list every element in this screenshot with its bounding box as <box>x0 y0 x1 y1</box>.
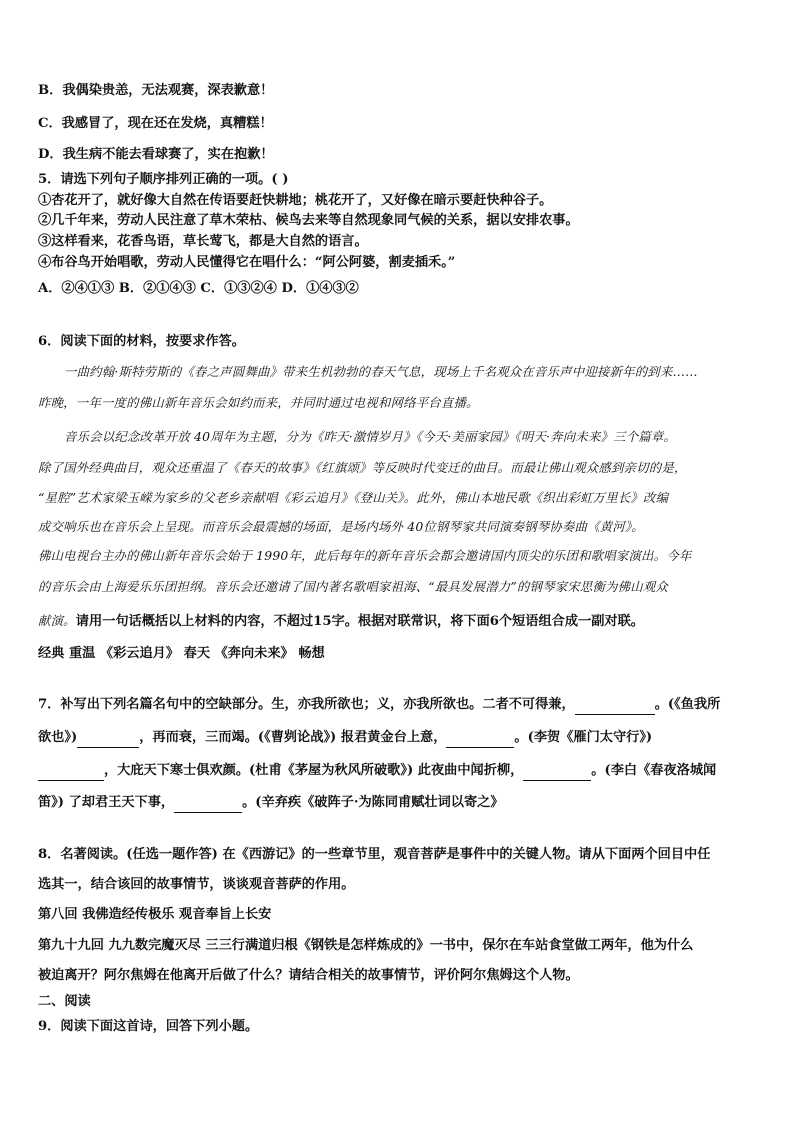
q7-line-3 <box>38 762 716 781</box>
q8-line-5: 被迫离开？阿尔焦姆在他离开后做了什么？请结合相关的故事情节，评价阿尔焦姆这个人物。 <box>38 968 579 983</box>
q7-text: 笛》) 了却君王天下事， <box>38 795 175 810</box>
q7-blank[interactable] <box>575 696 655 715</box>
q9-stem: 9．阅读下面这首诗，回答下列小题。 <box>38 1019 259 1034</box>
q7-line-2 <box>38 729 652 748</box>
q7-text: 7．补写出下列名篇名句中的空缺部分。生，亦我所欲也；义，亦我所欲也。二者不可得兼， <box>38 697 575 712</box>
q7-blank[interactable] <box>77 729 139 748</box>
q5-sentence-2: ②几千年来，劳动人民注意了草木荣枯、候鸟去来等自然现象同气候的关系，据以安排农事。 <box>38 213 579 228</box>
q7-line-1 <box>38 696 720 715</box>
q5-sentence-4: ④布谷鸟开始唱歌，劳动人民懂得它在唱什么：“阿公阿婆，割麦插禾。” <box>38 255 456 270</box>
q5-sentence-1: ①杏花开了，就好像大自然在传语要赶快耕地；桃花开了，又好像在暗示要赶快种谷子。 <box>38 193 553 208</box>
q6-passage-line: 的音乐会由上海爱乐乐团担纲。音乐会还邀请了国内著名歌唱家祖海、“最具发展潜力”的钢琴家宋思衡为佛山观众 <box>38 579 669 594</box>
q8-chapter-99: 第九十九回 九九数完魔灭尽 三三行满道归根《钢铁是怎样炼成的》一书中，保尔在车站食堂做工两年，他为什么 <box>38 938 694 953</box>
q8-line-1: 8．名著阅读。(任选一题作答) 在《西游记》的一些章节里，观音菩萨是事件中的关键人物。请从下面两个回目中任 <box>38 847 711 862</box>
q8-line-2: 选其一，结合该回的故事情节，谈谈观音菩萨的作用。 <box>38 877 355 892</box>
q6-passage-line: “星腔”艺术家梁玉嵘为家乡的父老乡亲献唱《彩云追月》《登山关》。此外，佛山本地民歌《织出彩虹万里长》改编 <box>38 490 669 505</box>
q7-text: 。(李贺《雁门太守行》) <box>514 730 653 745</box>
q6-task: 请用一句话概括以上材料的内容，不超过15字。根据对联常识，将下面6个短语组合成一副对联。 <box>75 614 644 629</box>
q8-chapter-8: 第八回 我佛造经传极乐 观音奉旨上长安 <box>38 907 272 922</box>
q6-stem: 6．阅读下面的材料，按要求作答。 <box>38 334 245 349</box>
q7-blank[interactable] <box>446 729 514 748</box>
q6-passage-line: 一曲约翰·斯特劳斯的《春之声圆舞曲》带来生机勃勃的春天气息，现场上千名观众在音乐声中迎接新年的到来…… <box>64 364 698 379</box>
q4-option-b: B．我偶染贵恙，无法观赛，深表歉意！ <box>38 83 274 98</box>
q7-text: 。(李白《春夜洛城闻 <box>591 763 717 778</box>
q6-task-line <box>38 612 644 631</box>
q6-passage-line: 音乐会以纪念改革开放 40周年为主题，分为《昨天·激情岁月》《今天·美丽家园》《明天·奔向未来》三个篇章。 <box>64 429 677 444</box>
q5-options: A．②④①③ B．②①④③ C．①③②④ D．①④③② <box>38 281 359 296</box>
q6-passage-line: 除了国外经典曲目，观众还重温了《春天的故事》《红旗颂》等反映时代变迁的曲目。而最让佛山观众感到亲切的是， <box>38 460 687 475</box>
q7-text: ，大庇天下寒士俱欢颜。(杜甫《茅屋为秋风所破歌》) 此夜曲中闻折柳， <box>104 763 524 778</box>
q7-blank[interactable] <box>38 762 104 781</box>
q7-text: 。(辛弃疾《破阵子·为陈同甫赋壮词以寄之》 <box>242 795 504 810</box>
q7-text: 。(《鱼我所 <box>654 697 721 712</box>
q7-blank[interactable] <box>174 794 242 813</box>
q5-sentence-3: ③这样看来，花香鸟语，草长莺飞，都是大自然的语言。 <box>38 234 368 249</box>
q7-line-4 <box>38 794 504 813</box>
q7-text: 欲也》) <box>38 730 78 745</box>
section-reading: 二、阅读 <box>38 994 91 1009</box>
q7-text: ，再而衰，三而竭。(《曹刿论战》) 报君黄金台上意， <box>139 730 447 745</box>
q6-passage-line: 佛山电视台主办的佛山新年音乐会始于 1990年，此后每年的新年音乐会都会邀请国内顶尖的乐团和歌唱家演出。今年 <box>38 548 692 563</box>
q7-blank[interactable] <box>523 762 591 781</box>
q6-phrases: 经典 重温 《彩云追月》 春天 《奔向未来》 畅想 <box>38 646 325 661</box>
q6-passage-line: 成交响乐也在音乐会上呈现。而音乐会最震撼的场面，是场内场外 40位钢琴家共同演奏钢琴协奏曲《黄河》。 <box>38 519 644 534</box>
q6-passage-line: 昨晚，一年一度的佛山新年音乐会如约而来，并同时通过电视和网络平台直播。 <box>38 395 479 410</box>
q4-option-c: C．我感冒了，现在还在发烧，真糟糕！ <box>38 116 273 131</box>
q6-passage-end: 献演。 <box>38 613 76 628</box>
q5-stem: 5．请选下列句子顺序排列正确的一项。( ) <box>38 172 289 187</box>
q4-option-d: D．我生病不能去看球赛了，实在抱歉！ <box>38 147 274 162</box>
